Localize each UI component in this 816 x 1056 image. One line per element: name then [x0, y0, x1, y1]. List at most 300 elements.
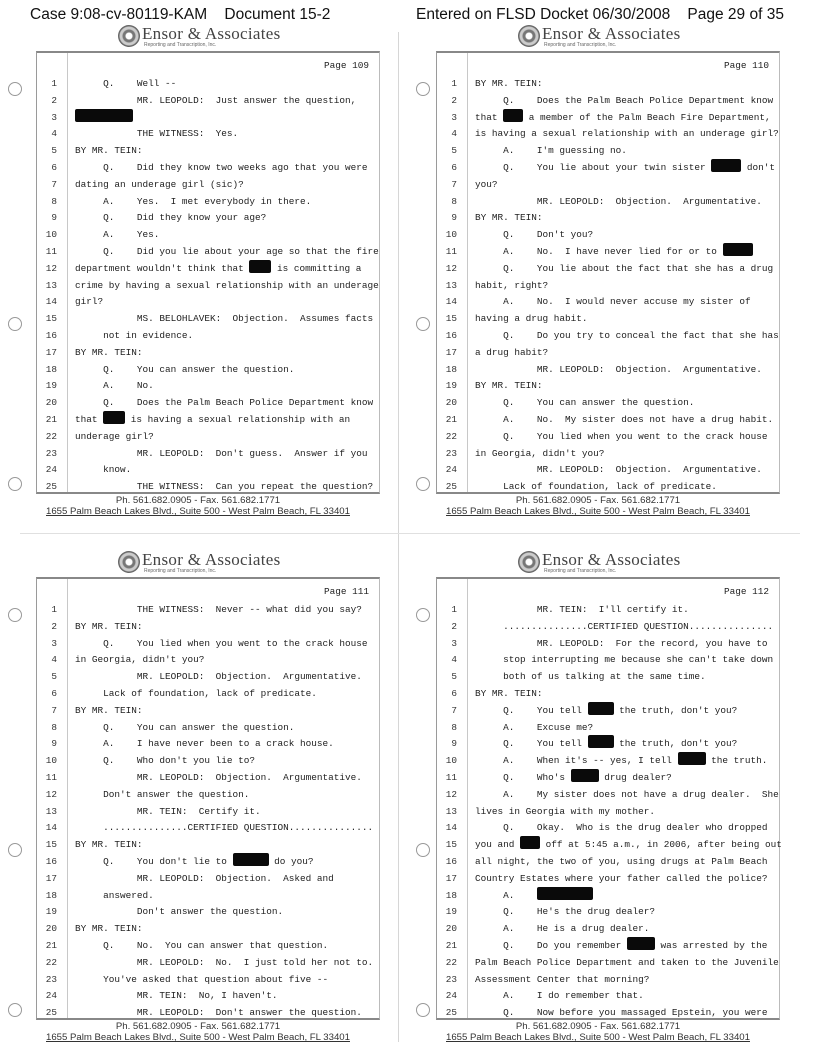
line-number: 22 [445, 956, 457, 968]
transcript-line [437, 461, 779, 478]
transcript-line [37, 786, 379, 803]
text-segment: is having a sexual relationship with an [125, 414, 351, 425]
line-number: 10 [445, 229, 457, 241]
transcript-line [437, 635, 779, 652]
footer-phone: Ph. 561.682.0905 - Fax. 561.682.1771 [515, 1021, 681, 1032]
text-segment: BY MR. TEIN: [475, 78, 543, 89]
punch-hole [8, 843, 22, 857]
text-segment: Q. You tell [475, 738, 588, 750]
transcript-line [37, 327, 379, 344]
firm-tagline: Reporting and Transcription, Inc. [144, 42, 217, 48]
text-segment: MR. LEOPOLD: Objection. Argumentative. [475, 464, 762, 476]
line-text [75, 109, 133, 126]
line-text [475, 125, 779, 142]
text-segment: department wouldn't think that [75, 262, 250, 274]
punch-hole [8, 477, 22, 491]
line-number: 14 [445, 296, 457, 308]
transcript-line [437, 870, 779, 887]
line-number: 8 [51, 195, 57, 207]
transcript-line [37, 752, 379, 769]
redaction-bar [103, 411, 125, 424]
transcript-line [437, 853, 779, 870]
transcript-line [437, 618, 779, 635]
transcript-line [437, 243, 779, 260]
transcript-line [437, 193, 779, 210]
line-number: 10 [45, 229, 57, 241]
line-text [475, 327, 779, 344]
firm-name: Ensor & Associates [142, 24, 281, 43]
transcript-line [437, 937, 779, 954]
transcript-line [37, 226, 379, 243]
line-number: 22 [45, 430, 57, 442]
text-segment: MS. BELOHLAVEK: Objection. Assumes facts [75, 313, 374, 325]
transcript-line [437, 142, 779, 159]
line-number: 13 [445, 279, 457, 291]
line-text [475, 176, 498, 193]
transcript-line [37, 159, 379, 176]
line-text [75, 803, 261, 820]
text-segment: BY MR. TEIN: [75, 923, 143, 935]
line-text [475, 702, 737, 719]
transcript-line [437, 903, 779, 920]
transcript-line [37, 445, 379, 462]
line-number: 5 [51, 145, 57, 157]
line-number: 7 [51, 178, 57, 190]
line-number: 19 [45, 906, 57, 918]
redaction-bar [571, 769, 599, 782]
text-segment: underage girl? [75, 430, 154, 442]
line-number: 7 [451, 178, 457, 190]
transcript-line [37, 277, 379, 294]
text-segment: Q. You lie about the fact that she has a drug [475, 262, 774, 274]
text-segment: MR. LEOPOLD: Don't guess. Answer if you [75, 447, 368, 459]
transcript-line [437, 310, 779, 327]
line-text [75, 887, 154, 904]
redaction-bar [588, 735, 614, 748]
text-segment: A. He is a drug dealer. [475, 923, 650, 935]
punch-hole [416, 1003, 430, 1017]
text-segment: lives in Georgia with my mother. [475, 805, 656, 817]
line-text [75, 394, 373, 411]
line-number: 19 [45, 380, 57, 392]
line-number: 5 [451, 671, 457, 683]
text-segment: A. Yes. [75, 229, 160, 241]
transcript-line [437, 125, 779, 142]
text-segment: Q. You can answer the question. [475, 397, 695, 409]
firm-name: Ensor & Associates [542, 24, 681, 43]
line-text [75, 618, 143, 635]
line-number: 15 [45, 313, 57, 325]
line-text [75, 920, 143, 937]
redaction-bar [75, 109, 133, 122]
text-segment: the truth, don't you? [613, 738, 738, 750]
transcript-line [37, 987, 379, 1004]
line-number: 24 [45, 464, 57, 476]
text-segment: you? [475, 178, 498, 190]
redaction-bar [233, 853, 269, 866]
line-text [475, 618, 773, 635]
transcript-page [8, 550, 388, 1055]
transcript-line [37, 478, 379, 495]
line-text [75, 193, 311, 210]
line-number: 11 [445, 246, 457, 257]
line-number: 18 [45, 889, 57, 901]
transcript-line [37, 310, 379, 327]
transcript-line [37, 293, 379, 310]
text-segment: THE WITNESS: Never -- what did you say? [75, 604, 362, 615]
line-text [475, 803, 655, 820]
transcript-line [437, 260, 779, 277]
transcript-line [437, 394, 779, 411]
center-divider [398, 32, 399, 1042]
line-text [475, 971, 649, 988]
line-text [75, 92, 356, 109]
line-number: 12 [445, 788, 457, 800]
line-number: 21 [445, 940, 457, 951]
line-number: 12 [45, 262, 57, 274]
line-number: 6 [51, 688, 57, 699]
text-segment: THE WITNESS: Yes. [75, 128, 239, 140]
text-segment: A. I'm guessing no. [475, 145, 627, 157]
transcript-line [37, 836, 379, 853]
transcript-line [437, 277, 779, 294]
line-text [75, 209, 266, 226]
text-segment: MR. TEIN: I'll certify it. [475, 604, 689, 615]
transcript-line [437, 601, 779, 618]
transcript-line [437, 954, 779, 971]
text-segment: off at 5:45 a.m., in 2006, after being out [540, 839, 782, 851]
transcript-line [437, 836, 782, 853]
text-segment: answered. [75, 889, 154, 901]
line-text [475, 1004, 768, 1021]
text-segment: ...............CERTIFIED QUESTION............... [75, 822, 374, 834]
line-text [475, 361, 762, 378]
transcript-line [37, 428, 379, 445]
transcript-line [437, 109, 779, 126]
line-number: 21 [445, 414, 457, 425]
firm-logo [118, 550, 318, 576]
text-segment: A. When it's -- yes, I tell [475, 755, 678, 767]
line-text [75, 870, 334, 887]
text-segment: Q. You can answer the question. [75, 363, 295, 375]
transcript-line [437, 971, 779, 988]
firm-logo [118, 24, 318, 50]
text-segment: is committing a [271, 262, 362, 274]
page-number: Page 110 [723, 60, 769, 71]
text-segment: MR. LEOPOLD: Objection. Argumentative. [475, 363, 762, 375]
line-text [75, 260, 361, 277]
line-text [475, 870, 768, 887]
transcript-line [437, 769, 779, 786]
transcript-line [37, 209, 379, 226]
firm-tagline: Reporting and Transcription, Inc. [544, 42, 617, 48]
line-number: 14 [45, 822, 57, 834]
footer-address: 1655 Palm Beach Lakes Blvd., Suite 500 - West Palm Beach, FL 33401 [46, 1032, 350, 1043]
text-segment: Q. Well -- [75, 78, 177, 89]
transcript-line [37, 685, 379, 702]
transcript-line [37, 954, 379, 971]
transcript-line [437, 752, 779, 769]
punch-hole [8, 608, 22, 622]
line-text [475, 293, 751, 310]
transcript-line [37, 361, 379, 378]
line-number: 4 [451, 654, 457, 666]
line-number: 9 [451, 738, 457, 750]
redaction-bar [678, 752, 706, 765]
text-segment: Q. Okay. Who is the drug dealer who dropped [475, 822, 768, 834]
line-number: 22 [445, 430, 457, 442]
transcript-line [37, 803, 379, 820]
line-number: 13 [45, 805, 57, 817]
line-text [75, 411, 350, 428]
text-segment: Q. You don't lie to [75, 856, 233, 867]
line-text [75, 971, 328, 988]
footer-address: 1655 Palm Beach Lakes Blvd., Suite 500 - West Palm Beach, FL 33401 [46, 506, 350, 517]
footer-phone: Ph. 561.682.0905 - Fax. 561.682.1771 [515, 495, 681, 506]
redaction-bar [520, 836, 540, 849]
text-segment: know. [75, 464, 132, 476]
text-segment: Q. Did they know your age? [75, 212, 267, 224]
text-segment: you and [475, 839, 521, 851]
transcript-line [37, 260, 379, 277]
text-segment: Don't answer the question. [75, 906, 284, 918]
text-segment: BY MR. TEIN: [475, 212, 543, 224]
line-text [475, 445, 604, 462]
transcript-line [37, 651, 379, 668]
line-text [75, 735, 334, 752]
transcript-line [437, 411, 779, 428]
punch-hole [8, 82, 22, 96]
text-segment: Q. You lied when you went to the crack house [75, 637, 368, 649]
line-text [75, 277, 379, 294]
transcript-line [37, 176, 379, 193]
line-text [475, 651, 773, 668]
text-segment: ...............CERTIFIED QUESTION............... [475, 620, 774, 632]
line-number: 9 [51, 738, 57, 750]
line-number: 24 [445, 990, 457, 1002]
line-text [475, 735, 737, 752]
transcript-line [37, 719, 379, 736]
text-segment: Q. Don't you? [475, 229, 594, 241]
line-number: 20 [445, 397, 457, 409]
line-text [75, 310, 373, 327]
line-text [475, 142, 627, 159]
line-number: 25 [45, 481, 57, 493]
line-number: 2 [51, 94, 57, 106]
line-text [75, 445, 368, 462]
text-segment: the truth. [705, 755, 768, 767]
line-text [75, 461, 131, 478]
line-text [75, 635, 368, 652]
line-text [475, 193, 762, 210]
text-segment: Q. Do you try to conceal the fact that she has [475, 330, 779, 341]
line-text [75, 361, 294, 378]
transcript-line [37, 702, 379, 719]
footer-address: 1655 Palm Beach Lakes Blvd., Suite 500 - West Palm Beach, FL 33401 [446, 1032, 750, 1043]
line-text [475, 685, 543, 702]
text-segment: A. I have never been to a crack house. [75, 738, 334, 750]
line-number: 10 [445, 755, 457, 767]
seal-icon [518, 551, 540, 573]
text-segment: A. [475, 889, 537, 901]
line-number: 19 [445, 906, 457, 918]
line-text [475, 478, 717, 495]
line-number: 21 [45, 414, 57, 425]
page-frame [36, 577, 380, 1020]
line-text [475, 819, 768, 836]
text-segment: MR. LEOPOLD: Objection. Argumentative. [75, 772, 362, 783]
line-text [75, 819, 373, 836]
text-segment: Assessment Center that morning? [475, 973, 650, 985]
seal-icon [118, 551, 140, 573]
line-number: 9 [451, 212, 457, 224]
transcript-line [437, 327, 779, 344]
page-frame [436, 577, 780, 1020]
line-number: 8 [451, 195, 457, 207]
line-text [475, 937, 767, 954]
line-text [75, 786, 249, 803]
transcript-line [437, 803, 779, 820]
text-segment: BY MR. TEIN: [475, 380, 543, 392]
transcript-line [437, 987, 779, 1004]
transcript-line [37, 937, 379, 954]
text-segment: the truth, don't you? [613, 704, 738, 716]
text-segment: Q. Who's [475, 772, 571, 783]
transcript-line [37, 125, 379, 142]
transcript-line [37, 601, 379, 618]
transcript-line [437, 92, 779, 109]
text-segment: Country Estates where your father called the police? [475, 872, 768, 884]
line-text [75, 954, 373, 971]
line-text [75, 428, 154, 445]
line-number: 13 [445, 805, 457, 817]
text-segment: having a drug habit. [475, 313, 588, 325]
punch-hole [416, 82, 430, 96]
transcript-page [408, 550, 788, 1055]
text-segment: MR. TEIN: No, I haven't. [75, 990, 278, 1002]
line-number: 16 [45, 856, 57, 867]
text-segment: Q. Do you remember [475, 940, 627, 951]
text-segment: MR. TEIN: Certify it. [75, 805, 261, 817]
line-text [75, 685, 317, 702]
line-text [475, 159, 775, 176]
transcript-line [37, 635, 379, 652]
transcript-line [437, 428, 779, 445]
transcript-line [37, 903, 379, 920]
punch-hole [8, 317, 22, 331]
line-number: 12 [445, 262, 457, 274]
punch-hole [416, 317, 430, 331]
transcript-line [437, 1004, 779, 1021]
line-text [475, 226, 593, 243]
line-text [75, 159, 368, 176]
text-segment: Lack of foundation, lack of predicate. [75, 688, 317, 699]
line-number: 4 [451, 128, 457, 140]
redaction-bar [537, 887, 593, 900]
line-text [75, 702, 143, 719]
line-number: 24 [445, 464, 457, 476]
text-segment: a member of the Palm Beach Fire Department, [523, 111, 771, 123]
text-segment: do you? [268, 856, 314, 867]
text-segment: MR. LEOPOLD: Don't answer the question. [75, 1007, 362, 1019]
transcript-line [37, 769, 379, 786]
text-segment: Q. Now before you massaged Epstein, you were [475, 1007, 768, 1019]
line-text [75, 293, 103, 310]
text-segment: A. No. I have never lied for or to [475, 246, 723, 257]
transcript-line [37, 92, 379, 109]
line-number: 11 [45, 246, 57, 257]
line-text [475, 752, 767, 769]
page-number: Page 112 [723, 586, 769, 597]
text-segment: habit, right? [475, 279, 549, 291]
line-number: 20 [445, 923, 457, 935]
redaction-bar [723, 243, 753, 256]
line-number: 18 [445, 889, 457, 901]
text-segment: that [475, 111, 504, 123]
line-number: 2 [51, 620, 57, 632]
line-number: 2 [451, 620, 457, 632]
line-number: 4 [51, 654, 57, 666]
line-text [475, 277, 548, 294]
line-number: 6 [451, 162, 457, 173]
text-segment: Lack of foundation, lack of predicate. [475, 481, 717, 493]
transcript-line [437, 719, 779, 736]
line-number: 20 [45, 397, 57, 409]
line-text [475, 903, 655, 920]
line-number: 15 [445, 839, 457, 851]
line-number: 4 [51, 128, 57, 140]
line-text [475, 769, 672, 786]
line-number: 5 [451, 145, 457, 157]
text-segment: MR. LEOPOLD: No. I just told her not to. [75, 956, 374, 968]
line-number: 17 [445, 872, 457, 884]
text-segment: Q. Did you lie about your age so that the fire [75, 246, 379, 257]
text-segment: is having a sexual relationship with an underage girl? [475, 128, 779, 140]
footer-phone: Ph. 561.682.0905 - Fax. 561.682.1771 [115, 495, 281, 506]
transcript-line [37, 887, 379, 904]
transcript-line [37, 109, 379, 126]
firm-tagline: Reporting and Transcription, Inc. [144, 568, 217, 574]
transcript-line [437, 651, 779, 668]
page-frame [436, 51, 780, 494]
transcript-line [437, 377, 779, 394]
punch-hole [416, 843, 430, 857]
transcript-line [437, 668, 779, 685]
transcript-line [437, 478, 779, 495]
line-number: 25 [445, 481, 457, 493]
transcript-line [37, 75, 379, 92]
line-text [75, 1004, 362, 1021]
footer-phone: Ph. 561.682.0905 - Fax. 561.682.1771 [115, 1021, 281, 1032]
line-text [75, 668, 362, 685]
text-segment: in Georgia, didn't you? [475, 447, 605, 459]
text-segment: A. I do remember that. [475, 990, 644, 1002]
text-segment: Q. Who don't you lie to? [75, 755, 256, 767]
line-text [475, 344, 548, 361]
line-number: 3 [451, 637, 457, 649]
transcript-line [37, 870, 379, 887]
line-text [475, 601, 689, 618]
line-text [75, 651, 204, 668]
line-text [475, 411, 773, 428]
line-text [475, 310, 588, 327]
transcript-line [437, 445, 779, 462]
text-segment: that [75, 414, 104, 425]
line-text [475, 209, 543, 226]
transcript-line [37, 971, 379, 988]
line-text [75, 937, 328, 954]
text-segment: MR. LEOPOLD: Objection. Asked and [75, 872, 334, 884]
